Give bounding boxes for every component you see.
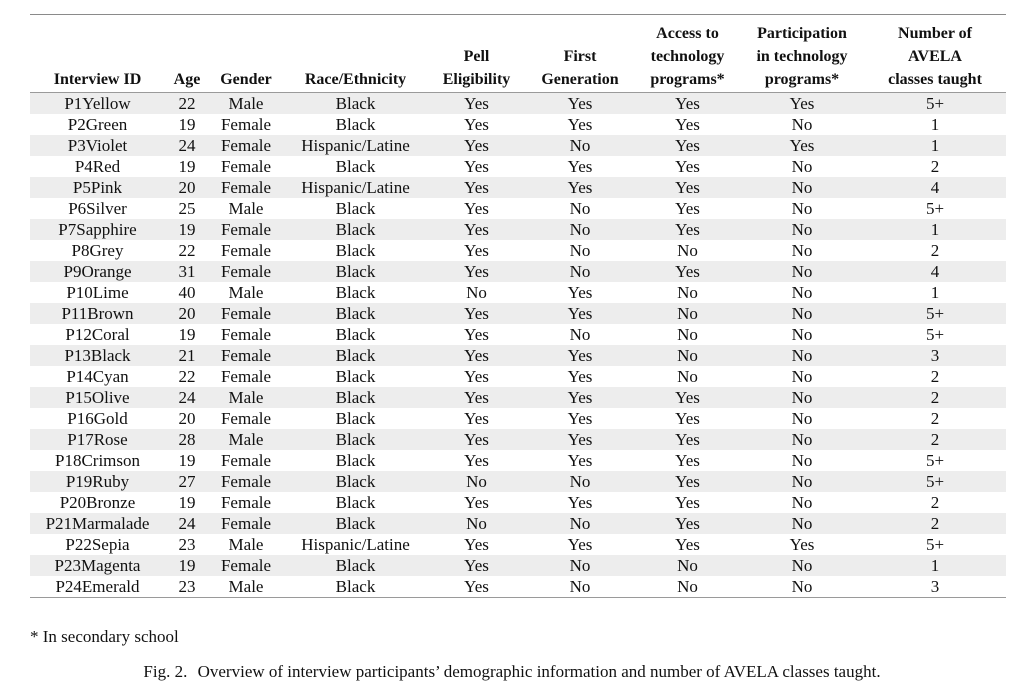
table-cell: Black — [335, 325, 376, 344]
column-header — [525, 15, 635, 93]
column-header-line: in technology — [756, 48, 848, 65]
table-cell: No — [525, 555, 635, 576]
table-cell: No — [635, 303, 740, 324]
table-cell: No — [635, 555, 740, 576]
table-cell: P7Sapphire — [30, 219, 165, 240]
table-cell: Yes — [428, 576, 525, 598]
table-cell: No — [740, 177, 864, 198]
table-cell: 31 — [165, 261, 209, 282]
table-cell: Male — [228, 283, 264, 302]
table-cell: 23 — [165, 576, 209, 598]
table-cell: Black — [283, 576, 428, 598]
table-cell: Black — [335, 409, 376, 428]
column-header — [864, 15, 1006, 93]
table-cell: P12Coral — [65, 325, 130, 344]
table-cell: P24Emerald — [30, 576, 165, 598]
table-cell: No — [740, 576, 864, 598]
table-row — [30, 135, 1006, 156]
table-cell: P22Sepia — [65, 535, 130, 554]
table-cell: P4Red — [74, 157, 121, 176]
table-cell: 2 — [930, 241, 940, 260]
table-cell: No — [740, 513, 864, 534]
table-cell: No — [740, 429, 864, 450]
table-cell: 5+ — [864, 93, 1006, 115]
table-cell: P5Pink — [30, 177, 165, 198]
table-cell: No — [740, 471, 864, 492]
table-cell: Yes — [464, 241, 489, 260]
table-cell: Yes — [567, 409, 593, 428]
table-cell: 2 — [864, 429, 1006, 450]
table-cell: Yes — [567, 115, 593, 134]
table-cell: No — [791, 241, 813, 260]
table-cell: Yes — [567, 493, 593, 512]
table-cell: 5+ — [925, 535, 945, 554]
table-cell: Female — [220, 325, 272, 344]
table-row — [30, 219, 1006, 240]
table-cell: Black — [283, 429, 428, 450]
column-header-line: AVELA — [908, 48, 962, 65]
table-cell: No — [791, 199, 813, 218]
table-cell: P21Marmalade — [30, 513, 165, 534]
table-cell: 5+ — [864, 303, 1006, 324]
table-cell: Female — [209, 303, 283, 324]
table-cell: 20 — [178, 409, 196, 428]
column-header-line: Pell — [463, 48, 490, 65]
participant-table — [30, 14, 1006, 598]
table-cell: Black — [283, 93, 428, 115]
table-cell: No — [677, 325, 698, 344]
table-cell: P15Olive — [30, 387, 165, 408]
column-header-line: Access to — [656, 25, 719, 42]
table-cell: No — [525, 261, 635, 282]
column-header — [30, 15, 165, 93]
table-cell: No — [791, 451, 813, 470]
table-cell: No — [791, 115, 813, 134]
table-cell: 25 — [178, 199, 196, 218]
table-cell: Black — [335, 283, 376, 302]
column-header-line: Interview ID — [53, 71, 142, 88]
table-cell: 1 — [864, 555, 1006, 576]
table-cell: P18Crimson — [54, 451, 141, 470]
table-cell: 2 — [930, 409, 940, 428]
table-cell: Female — [209, 345, 283, 366]
column-header — [740, 15, 864, 93]
table-cell: 19 — [178, 157, 196, 176]
table-cell: Yes — [428, 387, 525, 408]
table-cell: Yes — [567, 157, 593, 176]
table-cell: Yes — [428, 219, 525, 240]
column-header-line: Generation — [541, 71, 619, 88]
table-cell: Yes — [675, 451, 700, 470]
table-cell: Yes — [675, 199, 700, 218]
table-cell: Yes — [428, 177, 525, 198]
table-row — [30, 576, 1006, 598]
table-cell: Yes — [464, 535, 489, 554]
table-cell: No — [791, 157, 813, 176]
table-cell: 19 — [178, 451, 196, 470]
table-cell: Yes — [675, 115, 700, 134]
column-header — [428, 15, 525, 93]
table-cell: Hispanic/Latine — [301, 535, 410, 554]
table-cell: P1Yellow — [30, 93, 165, 115]
table-cell: Yes — [675, 493, 700, 512]
table-cell: Female — [220, 409, 272, 428]
table-cell: No — [466, 283, 487, 302]
table-cell: No — [569, 241, 591, 260]
table-cell: 24 — [165, 135, 209, 156]
table-cell: Yes — [464, 367, 489, 386]
table-cell: Black — [335, 241, 376, 260]
table-cell: Yes — [428, 345, 525, 366]
column-header — [165, 15, 209, 93]
table-cell: 2 — [930, 367, 940, 386]
table-cell: Male — [209, 387, 283, 408]
table-cell: Black — [283, 303, 428, 324]
table-cell: Black — [335, 157, 376, 176]
table-cell: Yes — [675, 535, 700, 554]
table-cell: Yes — [675, 157, 700, 176]
table-cell: Yes — [428, 429, 525, 450]
table-cell: 22 — [165, 93, 209, 115]
table-cell: No — [525, 135, 635, 156]
table-cell: No — [525, 513, 635, 534]
table-cell: No — [740, 387, 864, 408]
table-cell: Yes — [635, 261, 740, 282]
table-cell: Female — [209, 555, 283, 576]
table-row — [30, 429, 1006, 450]
table-cell: 40 — [178, 283, 196, 302]
table-row — [30, 366, 1006, 387]
table-cell: P14Cyan — [66, 367, 129, 386]
table-cell: Yes — [525, 345, 635, 366]
table-cell: Hispanic/Latine — [283, 177, 428, 198]
table-cell: 2 — [864, 387, 1006, 408]
table-cell: Hispanic/Latine — [283, 135, 428, 156]
table-cell: 5+ — [864, 471, 1006, 492]
table-cell: No — [525, 219, 635, 240]
table-cell: Yes — [525, 93, 635, 115]
table-cell: Black — [283, 513, 428, 534]
table-cell: P16Gold — [67, 409, 128, 428]
table-cell: No — [791, 409, 813, 428]
table-cell: P17Rose — [30, 429, 165, 450]
table-row — [30, 555, 1006, 576]
column-header-line: programs* — [764, 71, 840, 88]
table-cell: Yes — [635, 471, 740, 492]
table-cell: No — [740, 555, 864, 576]
table-row — [30, 534, 1006, 555]
table-cell: P9Orange — [30, 261, 165, 282]
column-header-line: Number of — [898, 25, 972, 42]
table-cell: 23 — [178, 535, 196, 554]
table-cell: Female — [209, 135, 283, 156]
table-cell: 2 — [930, 493, 940, 512]
column-header — [283, 15, 428, 93]
table-row — [30, 303, 1006, 324]
table-row — [30, 345, 1006, 366]
table-cell: Female — [209, 513, 283, 534]
table-cell: Black — [335, 451, 376, 470]
table-cell: Yes — [464, 493, 489, 512]
table-cell: No — [635, 345, 740, 366]
table-row — [30, 513, 1006, 534]
table-cell: Black — [335, 115, 376, 134]
table-cell: Yes — [567, 283, 593, 302]
table-cell: Female — [220, 493, 272, 512]
table-cell: Yes — [567, 535, 593, 554]
table-cell: Female — [209, 219, 283, 240]
table-cell: 3 — [864, 576, 1006, 598]
table-header-row — [30, 15, 1006, 93]
table-cell: 20 — [165, 303, 209, 324]
table-cell: 22 — [178, 241, 196, 260]
table-cell: 27 — [165, 471, 209, 492]
table-row — [30, 261, 1006, 282]
column-header-line: Race/Ethnicity — [304, 71, 407, 88]
table-cell: Yes — [635, 135, 740, 156]
table-cell: 1 — [930, 115, 940, 134]
table-cell: No — [740, 219, 864, 240]
table-cell: No — [525, 576, 635, 598]
table-cell: 4 — [864, 261, 1006, 282]
table-cell: Yes — [635, 513, 740, 534]
table-cell: 28 — [165, 429, 209, 450]
table-cell: Male — [209, 429, 283, 450]
table-cell: No — [569, 199, 591, 218]
table-cell: Yes — [464, 451, 489, 470]
table-cell: 1 — [864, 219, 1006, 240]
table-cell: 1 — [930, 283, 940, 302]
table-row — [30, 240, 1006, 261]
table-cell: Female — [220, 451, 272, 470]
table-cell: Male — [209, 576, 283, 598]
column-header-line: Participation — [757, 25, 847, 42]
figure-caption — [0, 662, 1024, 682]
table-cell: Female — [220, 367, 272, 386]
table-row — [30, 114, 1006, 135]
table-cell: Yes — [635, 387, 740, 408]
table-cell: P11Brown — [30, 303, 165, 324]
table-cell: Yes — [428, 555, 525, 576]
table-cell: No — [791, 325, 813, 344]
column-header-line: Age — [173, 71, 201, 88]
table-cell: 19 — [178, 115, 196, 134]
table-cell: No — [635, 576, 740, 598]
table-cell: Black — [335, 493, 376, 512]
table-row — [30, 387, 1006, 408]
table-cell: No — [428, 471, 525, 492]
table-cell: 5+ — [925, 451, 945, 470]
table-cell: 2 — [930, 157, 940, 176]
table-cell: Yes — [740, 135, 864, 156]
table-cell: Yes — [525, 303, 635, 324]
table-cell: Yes — [567, 451, 593, 470]
column-header-line: programs* — [650, 71, 725, 88]
table-cell: 3 — [864, 345, 1006, 366]
table-cell: Black — [283, 219, 428, 240]
table-cell: Yes — [428, 303, 525, 324]
table-cell: P10Lime — [66, 283, 129, 302]
column-header — [635, 15, 740, 93]
table-cell: P8Grey — [71, 241, 124, 260]
table-cell: 1 — [864, 135, 1006, 156]
participant-table-container — [30, 14, 1006, 598]
table-cell: 4 — [864, 177, 1006, 198]
table-cell: Yes — [464, 325, 489, 344]
table-cell: Female — [209, 471, 283, 492]
table-cell: P13Black — [30, 345, 165, 366]
column-header-line: Eligibility — [442, 71, 511, 88]
table-cell: Female — [220, 115, 272, 134]
table-row — [30, 324, 1006, 345]
column-header-line: classes taught — [888, 71, 982, 88]
table-cell: Black — [283, 471, 428, 492]
table-cell: 19 — [178, 325, 196, 344]
table-cell: P19Ruby — [30, 471, 165, 492]
table-cell: Black — [283, 261, 428, 282]
table-row — [30, 492, 1006, 513]
column-header — [209, 15, 283, 93]
table-row — [30, 450, 1006, 471]
table-cell: Yes — [464, 409, 489, 428]
table-cell: Yes — [464, 157, 489, 176]
table-cell: P23Magenta — [30, 555, 165, 576]
table-cell: Female — [209, 177, 283, 198]
table-cell: No — [677, 283, 698, 302]
table-cell: 24 — [165, 513, 209, 534]
table-cell: Yes — [635, 177, 740, 198]
table-cell: 24 — [165, 387, 209, 408]
figure-caption-text: Overview of interview participants’ demographic information and number of AVELA classes taught. — [197, 662, 881, 681]
table-cell: Black — [335, 199, 376, 218]
table-cell: No — [791, 367, 813, 386]
table-cell: No — [791, 493, 813, 512]
table-cell: 21 — [165, 345, 209, 366]
table-row — [30, 471, 1006, 492]
table-cell: Black — [283, 555, 428, 576]
table-cell: 19 — [165, 219, 209, 240]
column-header-line: Gender — [220, 71, 272, 88]
table-cell: 20 — [165, 177, 209, 198]
table-cell: No — [791, 283, 813, 302]
table-cell: P3Violet — [30, 135, 165, 156]
table-cell: Yes — [428, 261, 525, 282]
table-cell: Female — [220, 157, 272, 176]
table-cell: Yes — [525, 429, 635, 450]
table-cell: Yes — [428, 93, 525, 115]
column-header-line: technology — [650, 48, 725, 65]
table-cell: Yes — [789, 535, 815, 554]
table-row — [30, 177, 1006, 198]
table-cell: Yes — [428, 135, 525, 156]
table-cell: 5+ — [925, 199, 945, 218]
table-row — [30, 156, 1006, 177]
table-cell: Yes — [464, 115, 489, 134]
table-cell: 5+ — [925, 325, 945, 344]
table-cell: P20Bronze — [59, 493, 136, 512]
table-cell: Female — [209, 261, 283, 282]
table-body — [30, 93, 1006, 598]
table-cell: Black — [335, 367, 376, 386]
table-cell: 19 — [178, 493, 196, 512]
table-cell: No — [569, 325, 591, 344]
table-footnote: * In secondary school — [30, 627, 179, 646]
table-cell: Male — [228, 535, 264, 554]
table-cell: No — [525, 471, 635, 492]
figure-caption-label: Fig. 2. — [143, 662, 188, 681]
table-cell: Yes — [567, 367, 593, 386]
table-cell: Yes — [635, 429, 740, 450]
table-cell: P6Silver — [68, 199, 127, 218]
column-header-line: First — [563, 48, 597, 65]
table-cell: No — [740, 303, 864, 324]
table-cell: Yes — [464, 199, 489, 218]
table-row — [30, 282, 1006, 303]
table-cell: Male — [209, 93, 283, 115]
table-cell: No — [740, 261, 864, 282]
table-row — [30, 408, 1006, 429]
table-cell: Black — [283, 387, 428, 408]
table-cell: 2 — [864, 513, 1006, 534]
table-cell: Black — [283, 345, 428, 366]
table-cell: Yes — [525, 177, 635, 198]
table-cell: Yes — [635, 93, 740, 115]
table-cell: Female — [220, 241, 272, 260]
table-cell: 19 — [165, 555, 209, 576]
table-cell: No — [677, 241, 698, 260]
table-cell: Yes — [525, 387, 635, 408]
table-cell: Yes — [635, 219, 740, 240]
table-cell: Male — [228, 199, 264, 218]
table-cell: Yes — [740, 93, 864, 115]
table-cell: P2Green — [67, 115, 128, 134]
table-cell: No — [428, 513, 525, 534]
table-cell: No — [677, 367, 698, 386]
table-cell: No — [740, 345, 864, 366]
table-row — [30, 198, 1006, 219]
table-row — [30, 93, 1006, 115]
table-cell: 22 — [178, 367, 196, 386]
table-cell: Yes — [675, 409, 700, 428]
